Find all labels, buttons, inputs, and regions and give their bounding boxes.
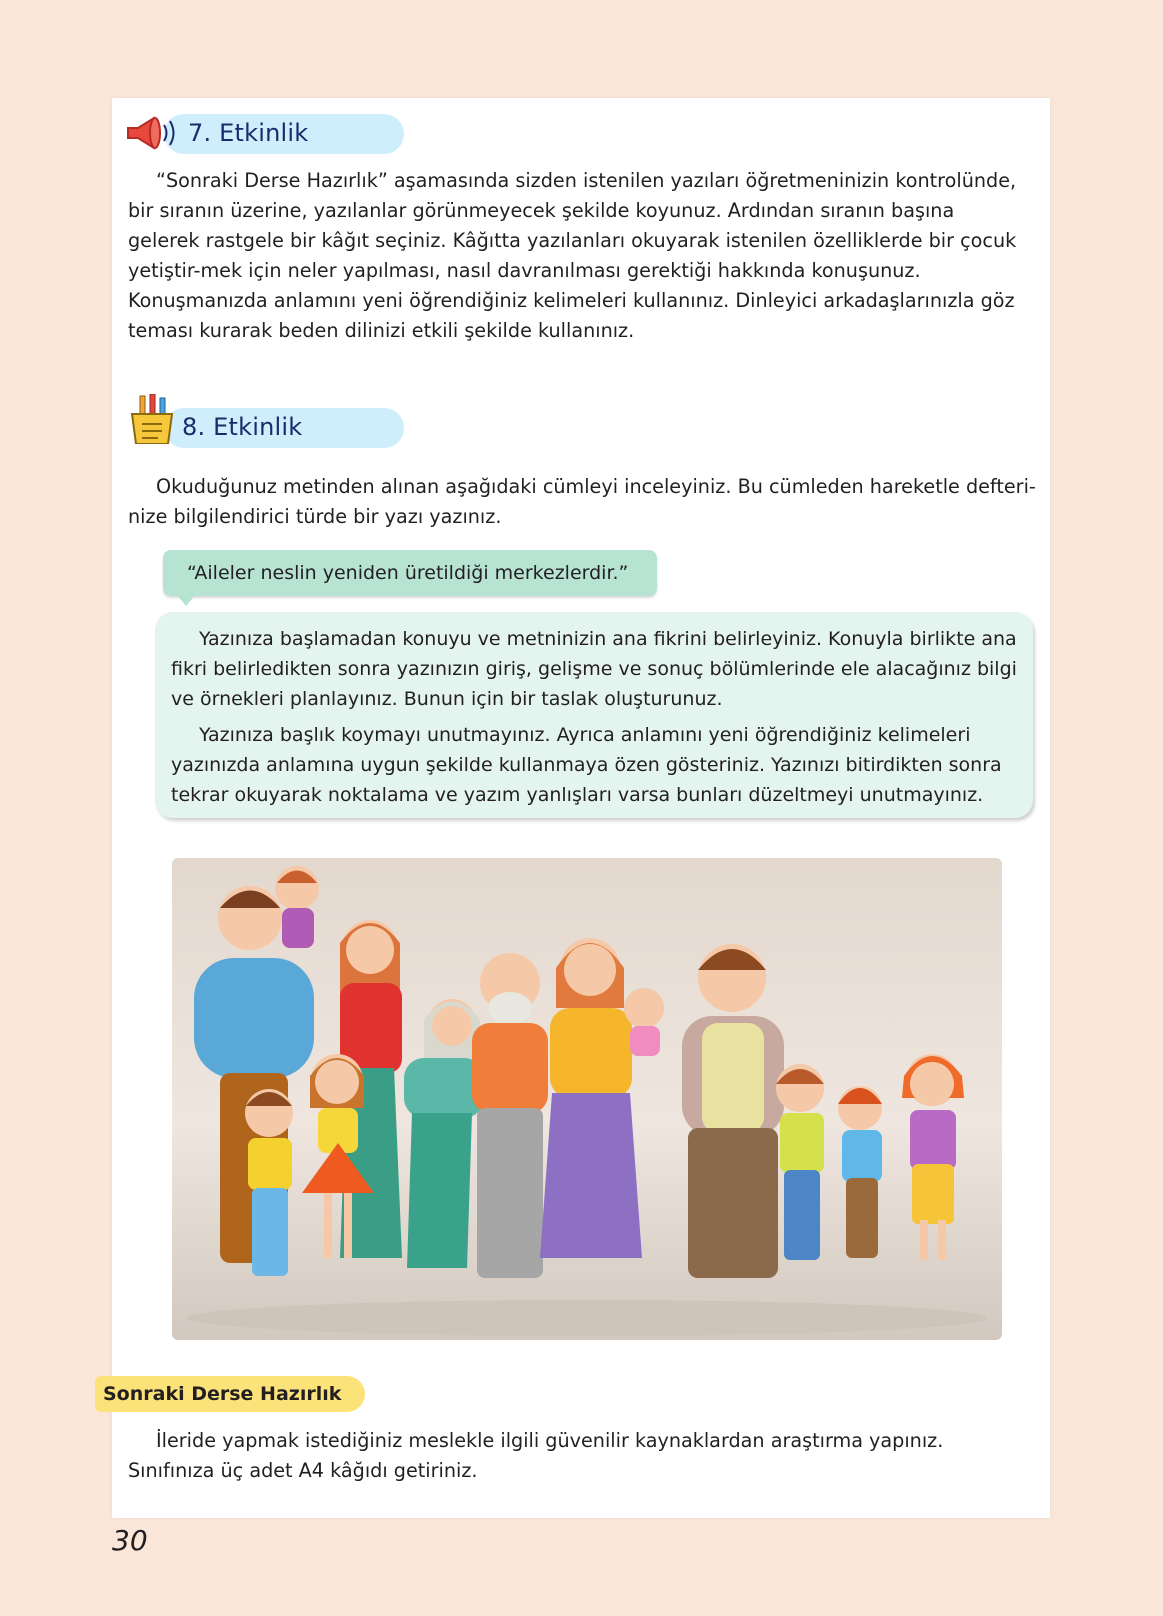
- activity8-paragraph: Okuduğunuz metinden alınan aşağıdaki cümleyi inceleyiniz. Bu cümleden hareketle defteri-nize bilgilendirici türde bir yazı yazınız.: [128, 475, 1036, 528]
- info-paragraph-1: Yazınıza başlamadan konuyu ve metninizin ana fikrini belirleyiniz. Konuyla birlikte ana fikri belirledikten sonra yazınızın giriş, gelişme ve sonuç bölümlerinde ele alacağınız bilgi ve örnekleri planlayınız. Bunun için bir taslak oluşturunuz.: [171, 628, 1017, 710]
- next-lesson-label: [95, 1376, 365, 1412]
- activity7-badge: [124, 110, 308, 156]
- quote-tail: [176, 594, 196, 606]
- activity8-badge: [124, 404, 302, 450]
- next-lesson-label-text: Sonraki Derse Hazırlık: [103, 1383, 342, 1405]
- family-illustration: [172, 858, 1002, 1340]
- activity8-title: 8. Etkinlik: [182, 413, 303, 441]
- megaphone-icon: [124, 110, 186, 156]
- next-lesson-text: İleride yapmak istediğiniz meslekle ilgili güvenilir kaynaklardan araştırma yapınız. Sınıfınıza üç adet A4 kâğıdı getiriniz.: [128, 1429, 944, 1482]
- info-box: [155, 612, 1033, 818]
- family-picture: [172, 858, 1002, 1340]
- activity7-paragraph: “Sonraki Derse Hazırlık” aşamasında sizden istenilen yazıları öğretmeninizin kontrolünde, bir sıranın üzerine, yazılanlar görünmeyecek şekilde koyunuz. Ardından sıranın başına gelerek rastgele bir kâğıt seçiniz. Kâğıtta yazılanları okuyarak istenilen özelliklerde bir çocuk yetiştir-mek için neler yapılması, nasıl davranılması gerektiği hakkında konuşunuz. Konuşmanızda anlamını yeni öğrendiğiniz kelimeleri kullanınız. Dinleyici arkadaşlarınızla göz teması kurarak beden dilinizi etkili şekilde kullanınız.: [128, 169, 1017, 342]
- pencil-cup-icon: [126, 394, 182, 444]
- page-number: 30: [112, 1524, 148, 1557]
- activity7-title: 7. Etkinlik: [188, 119, 309, 147]
- quote-box: [163, 550, 657, 596]
- info-paragraph-2: Yazınıza başlık koymayı unutmayınız. Ayrıca anlamını yeni öğrendiğiniz kelimeleri yazınızda anlamına uygun şekilde kullanmaya özen gösteriniz. Yazınızı bitirdikten sonra tekrar okuyarak noktalama ve yazım yanlışları varsa bunları düzeltmeyi unutmayınız.: [171, 724, 1002, 806]
- quote-text: “Aileler neslin yeniden üretildiği merkezlerdir.”: [187, 562, 629, 584]
